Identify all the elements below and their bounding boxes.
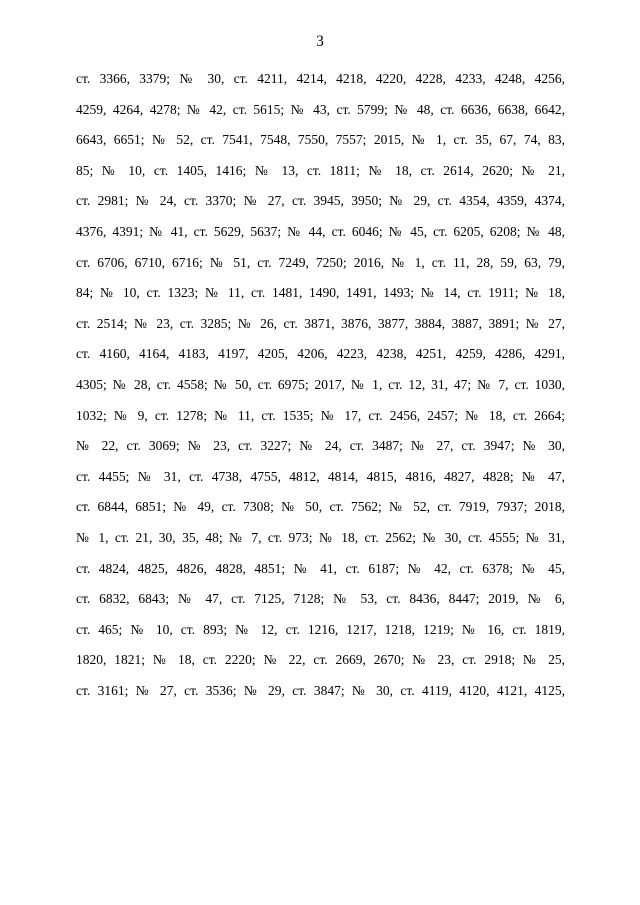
text-line: ст. 4455; № 31, ст. 4738, 4755, 4812, 4814, 4815, 4816, 4827, 4828; № 47,: [76, 468, 565, 484]
text-line: ст. 4824, 4825, 4826, 4828, 4851; № 41, ст. 6187; № 42, ст. 6378; № 45,: [76, 560, 565, 576]
text-line: ст. 6706, 6710, 6716; № 51, ст. 7249, 7250; 2016, № 1, ст. 11, 28, 59, 63, 79,: [76, 254, 565, 270]
text-line: ст. 4160, 4164, 4183, 4197, 4205, 4206, 4223, 4238, 4251, 4259, 4286, 4291,: [76, 346, 565, 362]
text-line: ст. 2981; № 24, ст. 3370; № 27, ст. 3945, 3950; № 29, ст. 4354, 4359, 4374,: [76, 193, 565, 209]
text-line: 4376, 4391; № 41, ст. 5629, 5637; № 44, ст. 6046; № 45, ст. 6205, 6208; № 48,: [76, 223, 565, 239]
text-line: 6643, 6651; № 52, ст. 7541, 7548, 7550, 7557; 2015, № 1, ст. 35, 67, 74, 83,: [76, 132, 565, 148]
text-line: ст. 6832, 6843; № 47, ст. 7125, 7128; № 53, ст. 8436, 8447; 2019, № 6,: [76, 591, 565, 607]
text-line: 4305; № 28, ст. 4558; № 50, ст. 6975; 2017, № 1, ст. 12, 31, 47; № 7, ст. 1030,: [76, 376, 565, 392]
text-line: № 1, ст. 21, 30, 35, 48; № 7, ст. 973; № 18, ст. 2562; № 30, ст. 4555; № 31,: [76, 529, 565, 545]
text-line: 84; № 10, ст. 1323; № 11, ст. 1481, 1490, 1491, 1493; № 14, ст. 1911; № 18,: [76, 285, 565, 301]
text-line: ст. 465; № 10, ст. 893; № 12, ст. 1216, 1217, 1218, 1219; № 16, ст. 1819,: [76, 621, 565, 637]
text-line: 1820, 1821; № 18, ст. 2220; № 22, ст. 2669, 2670; № 23, ст. 2918; № 25,: [76, 652, 565, 668]
page-number: 3: [316, 33, 324, 50]
text-line: 4259, 4264, 4278; № 42, ст. 5615; № 43, ст. 5799; № 48, ст. 6636, 6638, 6642,: [76, 101, 565, 117]
text-line: ст. 2514; № 23, ст. 3285; № 26, ст. 3871, 3876, 3877, 3884, 3887, 3891; № 27,: [76, 315, 565, 331]
text-line: ст. 3366, 3379; № 30, ст. 4211, 4214, 4218, 4220, 4228, 4233, 4248, 4256,: [76, 71, 565, 86]
text-line: № 22, ст. 3069; № 23, ст. 3227; № 24, ст. 3487; № 27, ст. 3947; № 30,: [76, 438, 565, 454]
text-line: 1032; № 9, ст. 1278; № 11, ст. 1535; № 17, ст. 2456, 2457; № 18, ст. 2664;: [76, 407, 565, 423]
text-line: ст. 6844, 6851; № 49, ст. 7308; № 50, ст. 7562; № 52, ст. 7919, 7937; 2018,: [76, 499, 565, 515]
text-line: ст. 3161; № 27, ст. 3536; № 29, ст. 3847; № 30, ст. 4119, 4120, 4121, 4125,: [76, 682, 565, 698]
body-text: [76, 64, 565, 706]
text-line: 85; № 10, ст. 1405, 1416; № 13, ст. 1811; № 18, ст. 2614, 2620; № 21,: [76, 162, 565, 178]
